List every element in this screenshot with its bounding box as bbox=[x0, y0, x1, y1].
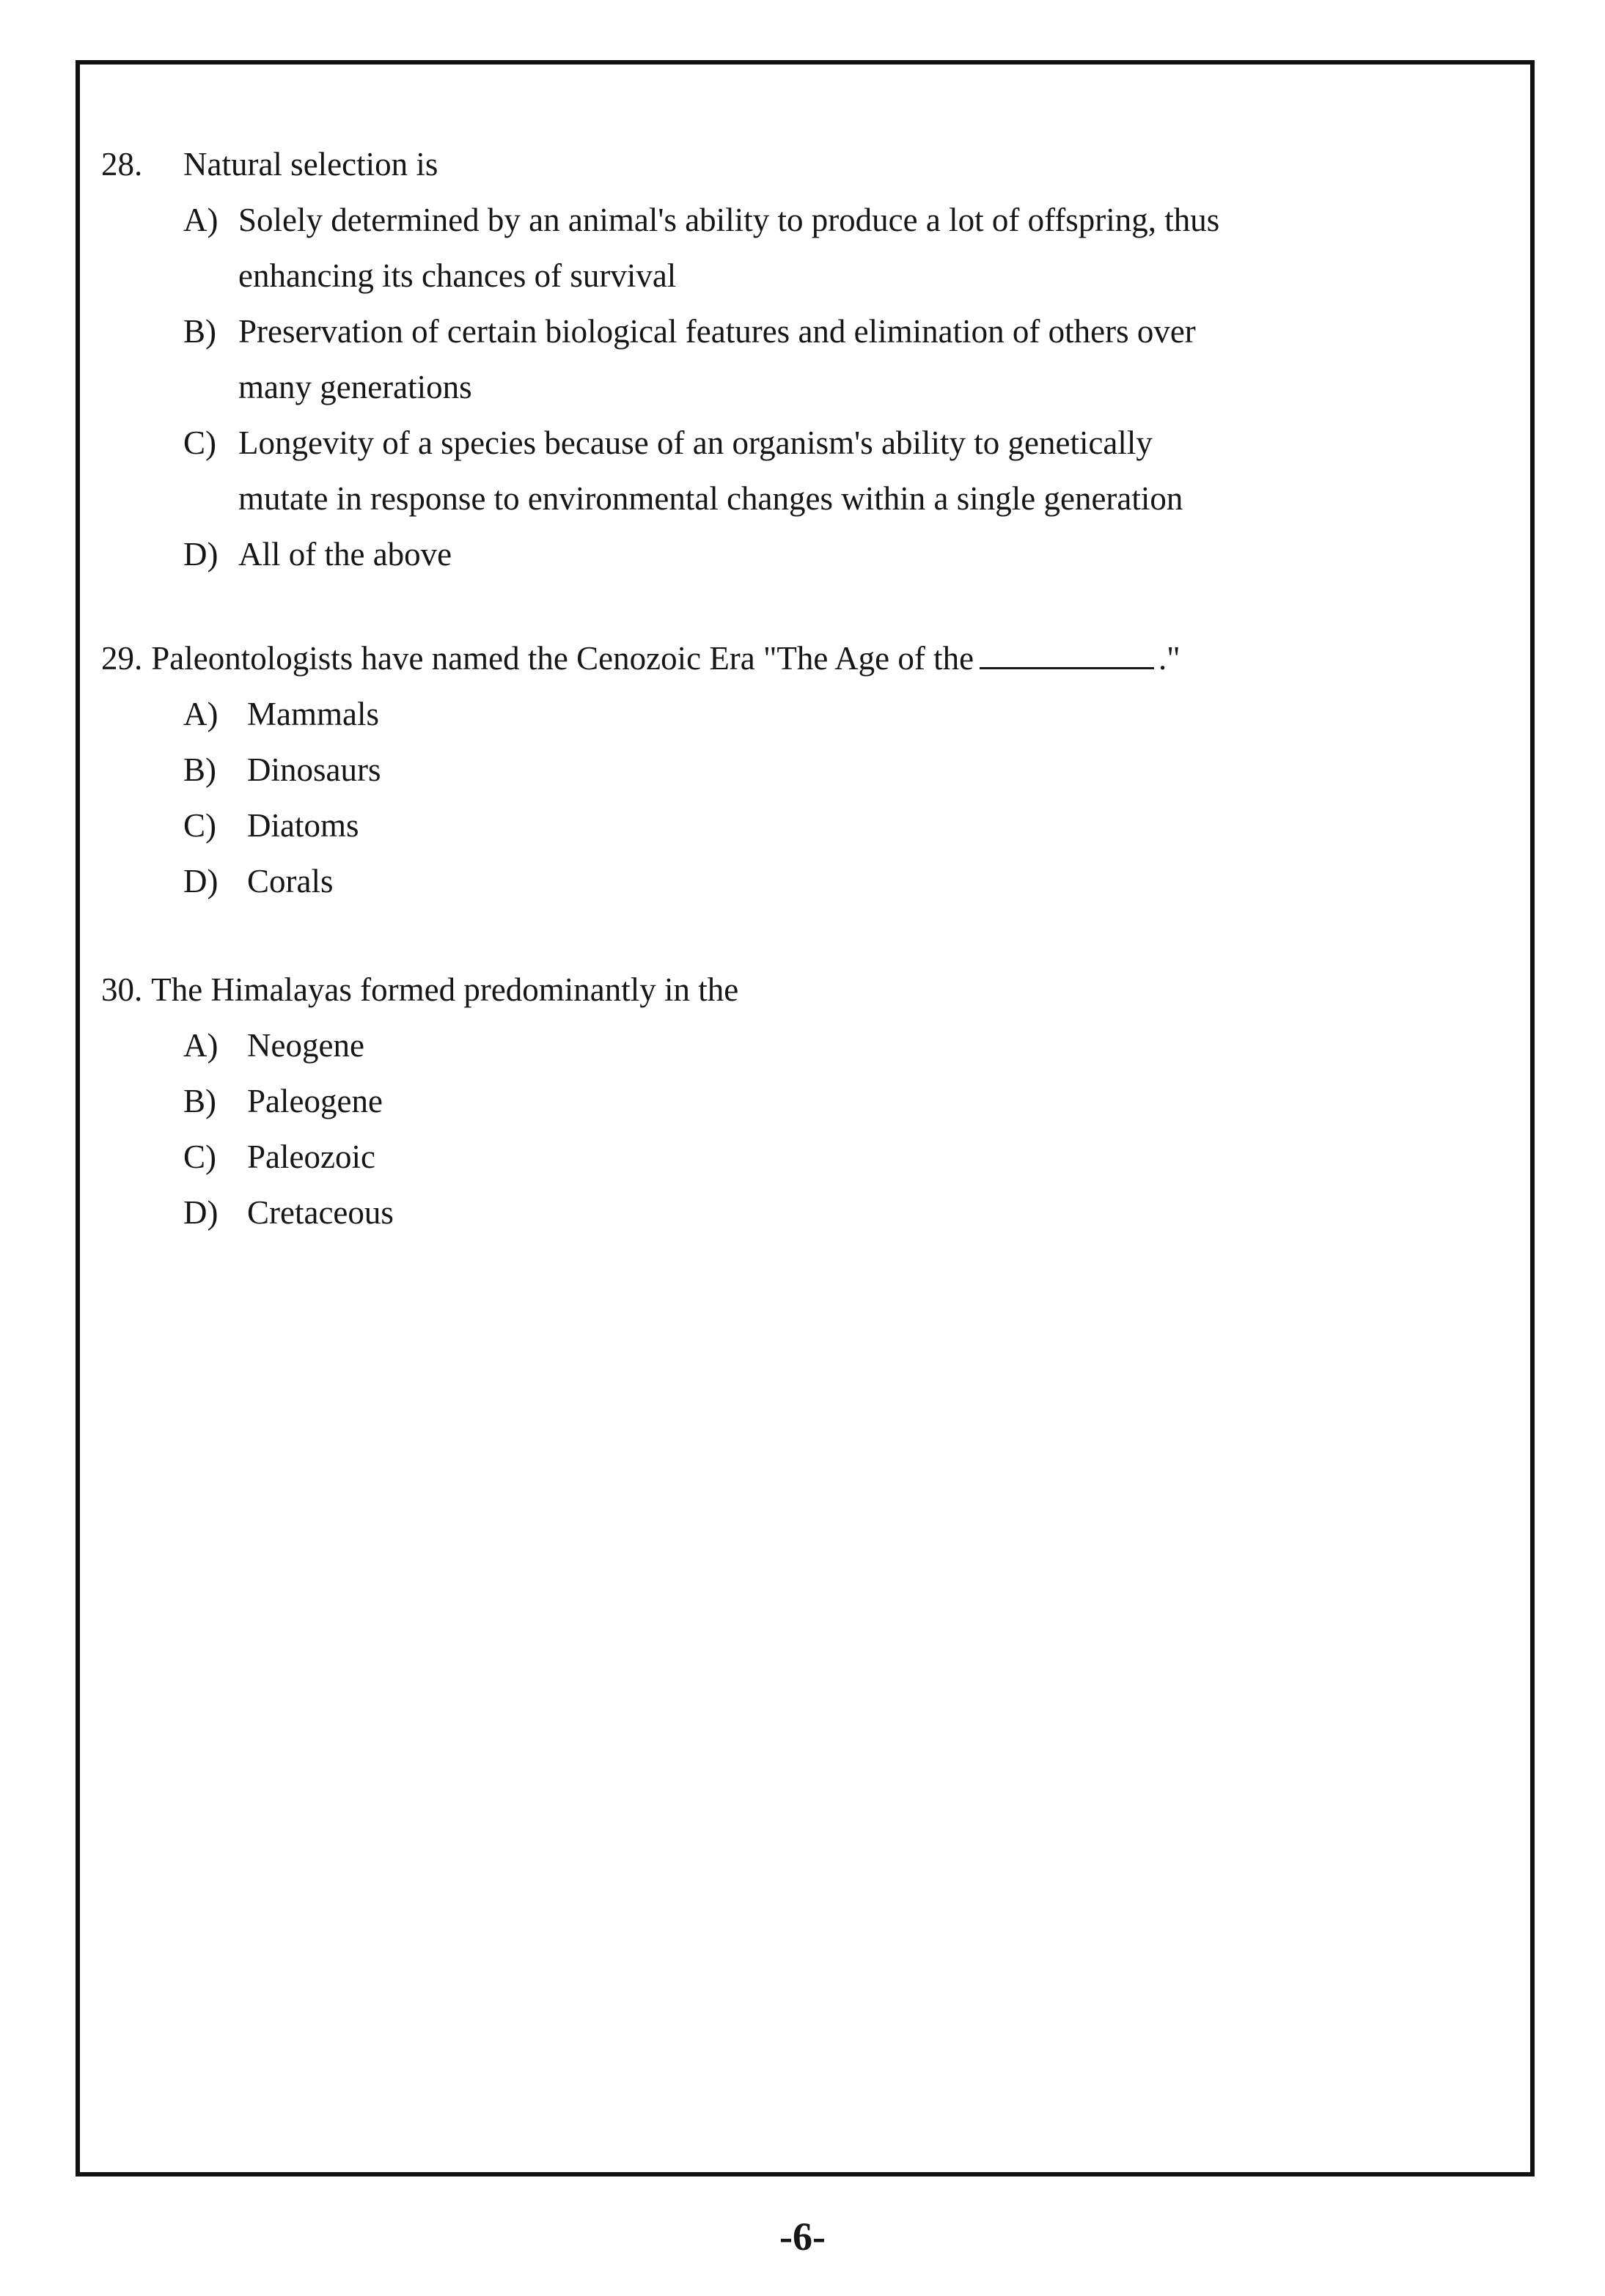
question-text-end: ." bbox=[1158, 640, 1180, 677]
option-text: Preservation of certain biological features and elimination of others over bbox=[238, 313, 1196, 350]
option-letter: B) bbox=[183, 1083, 216, 1119]
option-d bbox=[183, 853, 1180, 909]
option-letter: A) bbox=[183, 696, 218, 732]
page-number: -6- bbox=[779, 2215, 826, 2259]
option-a bbox=[183, 686, 1180, 742]
option-b bbox=[183, 742, 1180, 798]
option-letter: B) bbox=[183, 751, 216, 788]
option-text: Mammals bbox=[247, 696, 379, 732]
option-c bbox=[183, 1129, 738, 1185]
option-text: Diatoms bbox=[247, 807, 359, 844]
option-text: Cretaceous bbox=[247, 1194, 394, 1231]
question-number: 28. bbox=[101, 146, 143, 183]
question-28 bbox=[101, 136, 1219, 582]
question-30 bbox=[101, 962, 738, 1240]
option-text: Longevity of a species because of an organism's ability to genetically bbox=[238, 424, 1153, 461]
option-letter: D) bbox=[183, 1194, 218, 1231]
question-stem bbox=[101, 630, 1180, 686]
question-number: 30. bbox=[101, 971, 143, 1008]
answer-options bbox=[183, 192, 1219, 582]
option-text: Corals bbox=[247, 863, 334, 899]
option-letter: A) bbox=[183, 202, 218, 238]
option-b bbox=[183, 303, 1219, 415]
question-stem bbox=[101, 962, 738, 1018]
option-c bbox=[183, 415, 1219, 526]
option-a bbox=[183, 192, 1219, 303]
option-text: Paleogene bbox=[247, 1083, 383, 1119]
option-text: All of the above bbox=[238, 536, 452, 573]
option-text-continued: mutate in response to environmental changes within a single generation bbox=[238, 480, 1183, 517]
option-text: Solely determined by an animal's ability to produce a lot of offspring, thus bbox=[238, 202, 1220, 238]
option-a bbox=[183, 1018, 738, 1073]
question-29 bbox=[101, 630, 1180, 909]
option-letter: D) bbox=[183, 536, 218, 573]
option-c bbox=[183, 798, 1180, 853]
option-d bbox=[183, 526, 1219, 582]
option-letter: C) bbox=[183, 807, 216, 844]
question-text: The Himalayas formed predominantly in the bbox=[151, 971, 739, 1008]
option-letter: C) bbox=[183, 1138, 216, 1175]
option-letter: B) bbox=[183, 313, 216, 350]
option-letter: D) bbox=[183, 863, 218, 899]
question-text: Paleontologists have named the Cenozoic Era "The Age of the bbox=[151, 640, 974, 677]
option-letter: A) bbox=[183, 1027, 218, 1064]
option-b bbox=[183, 1073, 738, 1129]
answer-options bbox=[183, 686, 1180, 909]
option-text: Neogene bbox=[247, 1027, 364, 1064]
answer-options bbox=[183, 1018, 738, 1240]
question-number: 29. bbox=[101, 640, 143, 677]
question-text: Natural selection is bbox=[183, 146, 438, 183]
option-d bbox=[183, 1185, 738, 1240]
option-text-continued: many generations bbox=[238, 369, 472, 405]
option-text-continued: enhancing its chances of survival bbox=[238, 257, 677, 294]
question-stem bbox=[101, 136, 1219, 192]
answer-blank bbox=[980, 638, 1154, 669]
option-letter: C) bbox=[183, 424, 216, 461]
option-text: Paleozoic bbox=[247, 1138, 375, 1175]
option-text: Dinosaurs bbox=[247, 751, 381, 788]
